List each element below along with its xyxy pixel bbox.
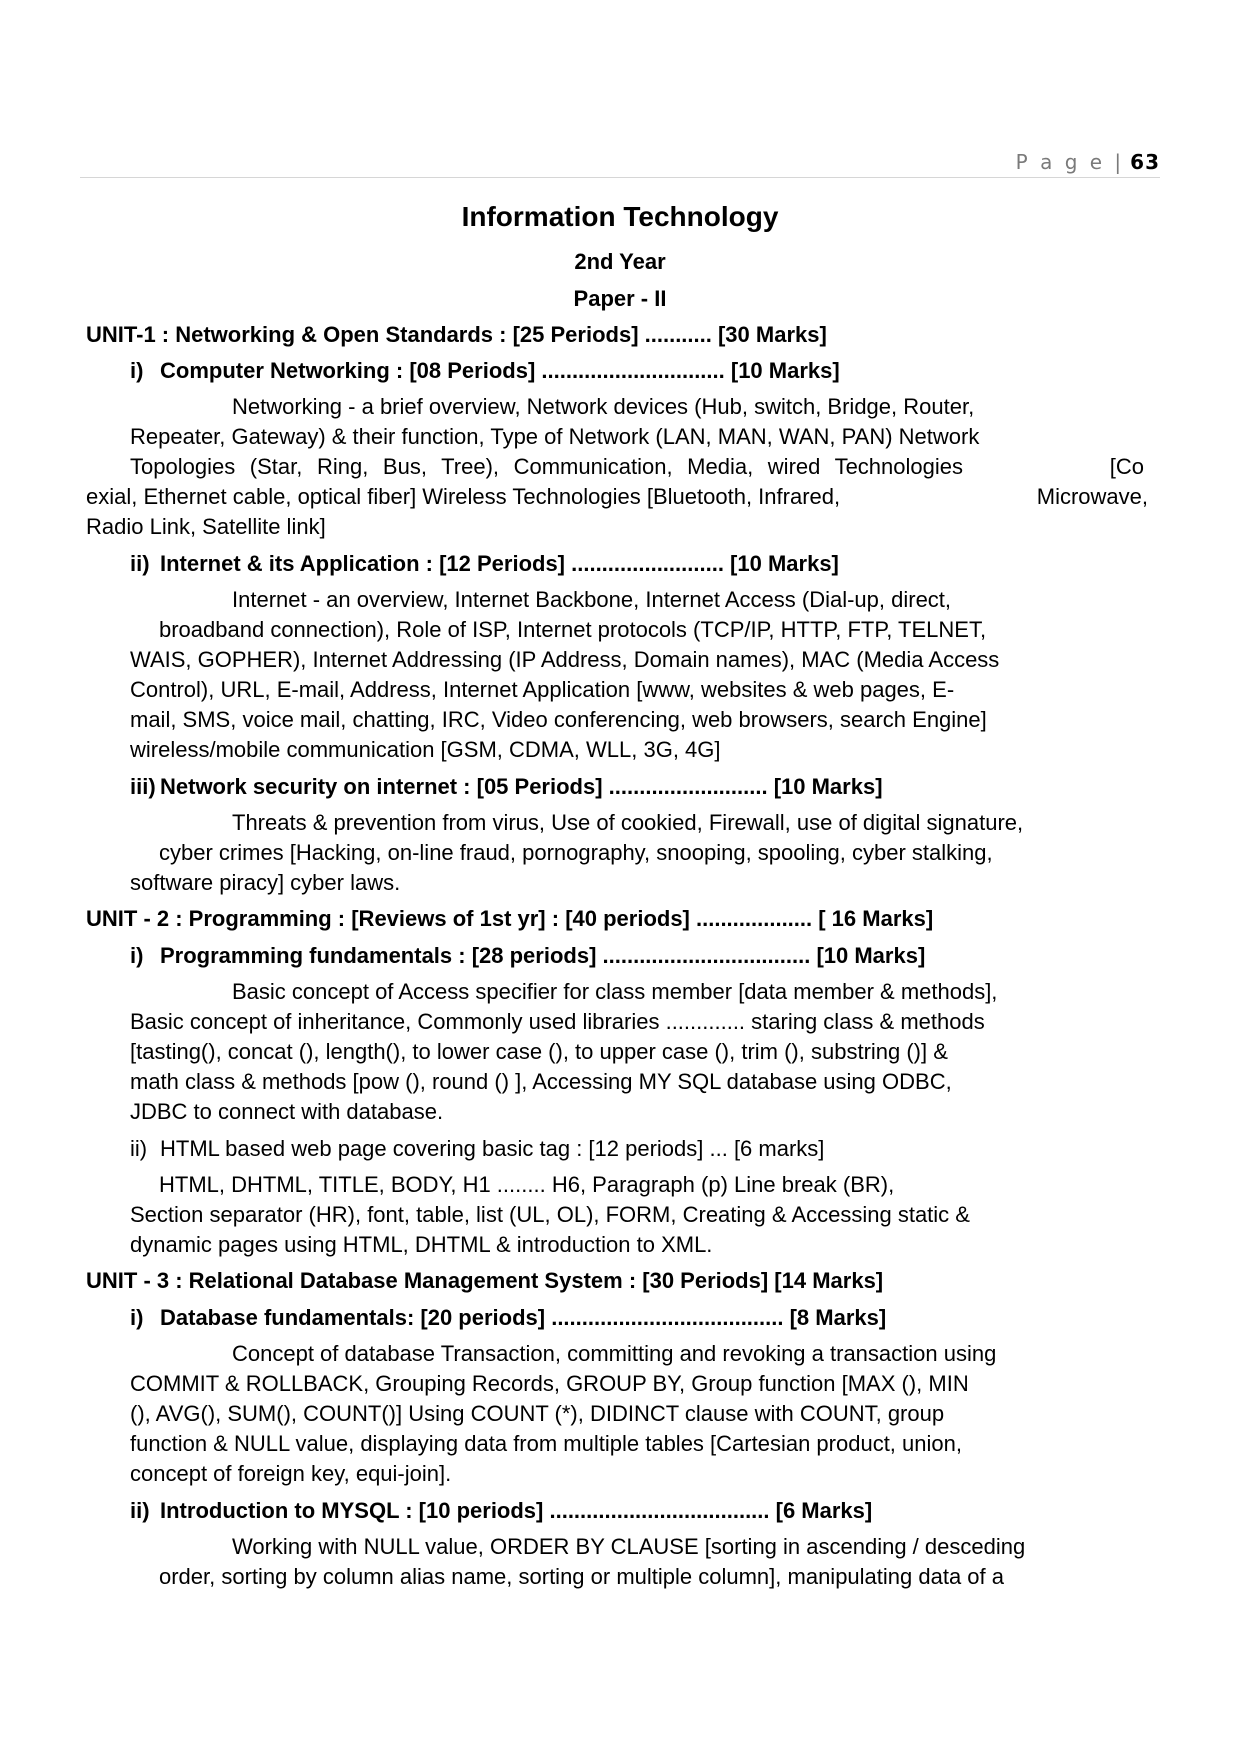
unit2-s2-line1: HTML, DHTML, TITLE, BODY, H1 ........ H6, Paragraph (p) Line break (BR),: [159, 1172, 895, 1197]
section-number: ii): [130, 1136, 148, 1161]
page-number: [1016, 150, 1160, 174]
unit3-s1-line1: Concept of database Transaction, committing and revoking a transaction using: [232, 1341, 997, 1366]
unit1-s2-line3: WAIS, GOPHER), Internet Addressing (IP Address, Domain names), MAC (Media Access: [130, 647, 1000, 672]
unit1-s1-line1: Networking - a brief overview, Network devices (Hub, switch, Bridge, Router,: [232, 394, 975, 419]
unit3-s2-line2: order, sorting by column alias name, sorting or multiple column], manipulating data of a: [159, 1564, 1004, 1589]
unit2-s2-line3: dynamic pages using HTML, DHTML & introduction to XML.: [130, 1232, 713, 1257]
section-title: Internet & its Application : [12 Periods] ......................... [10 Marks]: [160, 551, 839, 576]
unit3-s1-line5: concept of foreign key, equi-join].: [130, 1461, 452, 1486]
section-title: HTML based web page covering basic tag : [12 periods] ... [6 marks]: [160, 1136, 825, 1161]
unit3-s1-heading: [130, 1303, 886, 1333]
document-title: Information Technology: [461, 201, 779, 232]
unit2-s1-line4: math class & methods [pow (), round () ], Accessing MY SQL database using ODBC,: [130, 1069, 952, 1094]
unit1-heading: UNIT-1 : Networking & Open Standards : [25 Periods] ........... [30 Marks]: [86, 322, 827, 347]
unit3-s2-line1: Working with NULL value, ORDER BY CLAUSE [sorting in ascending / desceding: [232, 1534, 1026, 1559]
unit2-s2-heading: [130, 1134, 824, 1164]
unit3-s1-line4: function & NULL value, displaying data from multiple tables [Cartesian product, union,: [130, 1431, 962, 1456]
unit3-s1-line3: (), AVG(), SUM(), COUNT()] Using COUNT (*), DIDINCT clause with COUNT, group: [130, 1401, 945, 1426]
unit1-s2-line6: wireless/mobile communication [GSM, CDMA, WLL, 3G, 4G]: [130, 737, 721, 762]
unit2-s1-heading: [130, 941, 925, 971]
section-number: ii): [130, 1498, 150, 1523]
section-number: i): [130, 1305, 144, 1330]
unit3-s1-line2: COMMIT & ROLLBACK, Grouping Records, GROUP BY, Group function [MAX (), MIN: [130, 1371, 969, 1396]
section-number: i): [130, 943, 144, 968]
unit2-s2-line2: Section separator (HR), font, table, list (UL, OL), FORM, Creating & Accessing static &: [130, 1202, 970, 1227]
unit1-s1-line2: Repeater, Gateway) & their function, Type of Network (LAN, MAN, WAN, PAN) Network: [130, 424, 980, 449]
unit1-s1-heading: [130, 356, 840, 386]
section-title: Database fundamentals: [20 periods] ...................................... [8 Marks]: [160, 1305, 887, 1330]
unit2-heading: UNIT - 2 : Programming : [Reviews of 1st yr] : [40 periods] ................... [ 16 Marks]: [86, 906, 934, 931]
unit1-s3-line2: cyber crimes [Hacking, on-line fraud, pornography, snooping, spooling, cyber stalking,: [159, 840, 993, 865]
unit1-s2-line1: Internet - an overview, Internet Backbone, Internet Access (Dial-up, direct,: [232, 587, 952, 612]
unit1-s1-line3-end: [Co: [1109, 454, 1144, 479]
section-number: ii): [130, 551, 150, 576]
unit1-s3-line3: software piracy] cyber laws.: [130, 870, 401, 895]
section-title: Introduction to MYSQL : [10 periods] .................................... [6 Marks]: [160, 1498, 873, 1523]
unit2-s1-line2: Basic concept of inheritance, Commonly used libraries ............. staring class & methods: [130, 1009, 985, 1034]
unit2-s1-line5: JDBC to connect with database.: [130, 1099, 444, 1124]
document-paper: Paper - II: [573, 286, 667, 311]
section-number: i): [130, 358, 144, 383]
unit1-s3-line1: Threats & prevention from virus, Use of cookied, Firewall, use of digital signature,: [232, 810, 1024, 835]
page-separator: |: [1114, 150, 1125, 174]
header-divider: [80, 177, 1160, 178]
unit1-s1-line4: exial, Ethernet cable, optical fiber] Wireless Technologies [Bluetooth, Infrared,: [86, 484, 841, 509]
page-label: P a g e: [1015, 150, 1106, 174]
unit1-s2-line4: Control), URL, E-mail, Address, Internet Application [www, websites & web pages, E-: [130, 677, 955, 702]
unit1-s1-line5: Radio Link, Satellite link]: [86, 514, 326, 539]
unit1-s1-line4-end: Microwave,: [1036, 484, 1148, 509]
section-title: Computer Networking : [08 Periods] .............................. [10 Marks]: [160, 358, 840, 383]
section-number: iii): [130, 774, 156, 799]
unit1-s2-heading: [130, 549, 839, 579]
document-year: 2nd Year: [574, 249, 666, 274]
unit2-s1-line1: Basic concept of Access specifier for class member [data member & methods],: [232, 979, 998, 1004]
unit1-s3-heading: [130, 772, 883, 802]
unit3-s2-heading: [130, 1496, 872, 1526]
page-number-value: 63: [1130, 150, 1160, 174]
unit1-s1-line3: Topologies (Star, Ring, Bus, Tree), Communication, Media, wired Technologies: [130, 454, 963, 479]
unit1-s2-line2: broadband connection), Role of ISP, Internet protocols (TCP/IP, HTTP, FTP, TELNET,: [159, 617, 987, 642]
section-title: Network security on internet : [05 Periods] .......................... [10 Marks]: [160, 774, 883, 799]
unit2-s1-line3: [tasting(), concat (), length(), to lower case (), to upper case (), trim (), substring ()] &: [130, 1039, 948, 1064]
section-title: Programming fundamentals : [28 periods] .................................. [10 Marks]: [160, 943, 926, 968]
unit3-heading: UNIT - 3 : Relational Database Management System : [30 Periods] [14 Marks]: [86, 1268, 884, 1293]
unit1-s2-line5: mail, SMS, voice mail, chatting, IRC, Video conferencing, web browsers, search Engine]: [130, 707, 987, 732]
